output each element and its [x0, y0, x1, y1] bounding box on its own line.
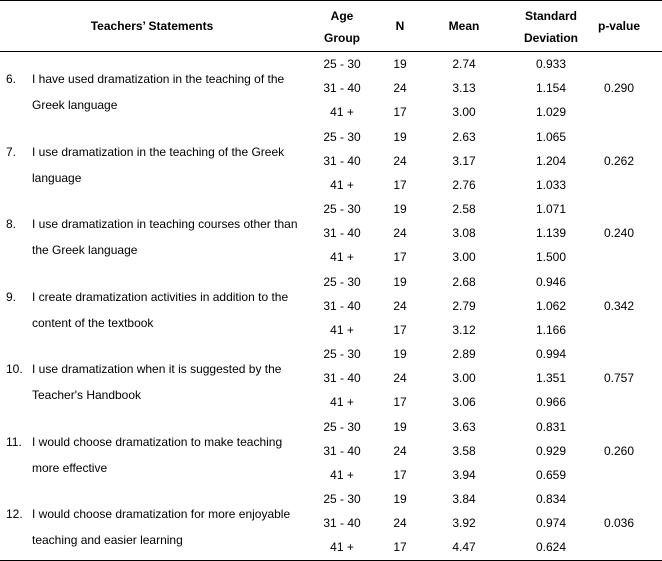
mean-cell: 3.63 [452, 419, 476, 434]
statement-text: I use dramatization when it is suggested by the Teacher's Handbook [32, 362, 282, 402]
age-group-cell: 25 - 30 [323, 492, 361, 506]
header-mean: Mean [448, 19, 480, 33]
n-cell: 19 [393, 202, 407, 216]
n-cell: 17 [393, 467, 407, 482]
table-row [0, 318, 662, 342]
statement-number: 6. [6, 72, 17, 86]
mean-cell: 3.84 [452, 492, 476, 506]
statement-text: I have used dramatization in the teaching of the Greek language [32, 72, 285, 112]
statement-group [0, 52, 662, 125]
mean-cell: 2.79 [452, 298, 476, 313]
sd-cell: 1.154 [535, 81, 567, 95]
statement-number: 7. [6, 144, 17, 159]
statement-text: I would choose dramatization for more enjoyable teaching and easier learning [32, 507, 291, 547]
age-group-cell: 41 + [330, 322, 354, 337]
mean-cell: 3.00 [452, 105, 476, 119]
table-row [0, 270, 662, 294]
p-value-cell: 0.342 [603, 298, 635, 313]
sd-cell: 0.624 [535, 540, 567, 554]
sd-cell: 0.966 [535, 395, 567, 409]
header-p-value: p-value [597, 19, 640, 33]
p-value-cell: 0.757 [603, 371, 635, 385]
sd-cell: 0.974 [535, 516, 567, 530]
sd-cell: 1.062 [535, 298, 567, 313]
sd-cell: 1.204 [535, 153, 567, 168]
table-row [0, 245, 662, 269]
n-cell: 24 [393, 371, 407, 385]
mean-cell: 3.58 [452, 443, 476, 458]
age-group-cell: 31 - 40 [323, 443, 361, 458]
table-row [0, 76, 662, 100]
sd-cell: 0.831 [535, 419, 567, 434]
table-row [0, 463, 662, 487]
sd-cell: 1.139 [535, 226, 567, 240]
statement-number: 8. [6, 217, 17, 231]
age-group-cell: 25 - 30 [323, 57, 361, 71]
table-row [0, 535, 662, 559]
age-group-cell: 31 - 40 [323, 153, 361, 168]
age-group-cell: 25 - 30 [323, 129, 361, 144]
sd-cell: 1.065 [535, 129, 567, 144]
age-group-cell: 25 - 30 [323, 419, 361, 434]
n-cell: 19 [393, 129, 407, 144]
n-cell: 24 [393, 81, 407, 95]
header-standard-deviation: Standard Deviation [523, 9, 578, 45]
p-value-cell: 0.240 [603, 226, 635, 240]
statement-text: I would choose dramatization to make teaching more effective [32, 434, 283, 475]
age-group-cell: 41 + [330, 467, 354, 482]
statement-number: 10. [6, 362, 23, 376]
table-row [0, 390, 662, 414]
table-row [0, 197, 662, 221]
statement-group [0, 415, 662, 488]
p-value-cell: 0.260 [603, 443, 635, 458]
table-row [0, 125, 662, 149]
statement-group [0, 197, 662, 270]
statement-group [0, 270, 662, 343]
table-row [0, 487, 662, 511]
mean-cell: 3.00 [452, 371, 476, 385]
sd-cell: 0.933 [535, 57, 567, 71]
table-row [0, 366, 662, 390]
mean-cell: 3.94 [452, 467, 476, 482]
mean-cell: 2.76 [452, 177, 476, 192]
n-cell: 24 [393, 516, 407, 530]
mean-cell: 3.06 [452, 395, 476, 409]
mean-cell: 2.68 [452, 274, 476, 289]
sd-cell: 1.033 [535, 177, 567, 192]
table-row [0, 173, 662, 197]
table-row [0, 294, 662, 318]
sd-cell: 1.029 [535, 105, 567, 119]
sd-cell: 0.834 [535, 492, 567, 506]
table-row [0, 415, 662, 439]
n-cell: 19 [393, 347, 407, 361]
statement-group [0, 125, 662, 198]
mean-cell: 3.00 [452, 250, 476, 264]
p-value-cell: 0.036 [603, 516, 635, 530]
age-group-cell: 25 - 30 [323, 202, 361, 216]
table-header [0, 0, 662, 52]
mean-cell: 3.13 [452, 81, 476, 95]
age-group-cell: 41 + [330, 177, 354, 192]
table-row [0, 511, 662, 535]
mean-cell: 2.63 [452, 129, 476, 144]
n-cell: 19 [393, 274, 407, 289]
age-group-cell: 31 - 40 [323, 226, 361, 240]
header-statements: Teachers’ Statements [90, 19, 214, 33]
table-row [0, 52, 662, 76]
sd-cell: 1.351 [535, 371, 567, 385]
age-group-cell: 41 + [330, 105, 354, 119]
age-group-cell: 31 - 40 [323, 516, 361, 530]
mean-cell: 2.74 [452, 57, 476, 71]
age-group-cell: 31 - 40 [323, 81, 361, 95]
table-row [0, 439, 662, 463]
mean-cell: 3.17 [452, 153, 476, 168]
sd-cell: 0.946 [535, 274, 567, 289]
statement-group [0, 342, 662, 415]
n-cell: 24 [393, 226, 407, 240]
sd-cell: 0.929 [535, 443, 567, 458]
n-cell: 17 [393, 177, 407, 192]
n-cell: 24 [393, 443, 407, 458]
age-group-cell: 41 + [330, 250, 354, 264]
age-group-cell: 31 - 40 [323, 298, 361, 313]
mean-cell: 3.92 [452, 516, 476, 530]
mean-cell: 2.58 [452, 202, 476, 216]
statement-number: 9. [6, 289, 17, 304]
mean-cell: 4.47 [452, 540, 476, 554]
statement-text: I use dramatization in the teaching of the Greek language [32, 144, 285, 185]
sd-cell: 0.994 [535, 347, 567, 361]
statement-text: I use dramatization in teaching courses other than the Greek language [32, 217, 298, 257]
age-group-cell: 25 - 30 [323, 274, 361, 289]
age-group-cell: 41 + [330, 540, 354, 554]
table-row [0, 149, 662, 173]
p-value-cell: 0.262 [603, 153, 635, 168]
table-row [0, 221, 662, 245]
header-age-group: Age Group [324, 9, 360, 45]
n-cell: 17 [393, 250, 407, 264]
n-cell: 19 [393, 419, 407, 434]
header-n: N [395, 19, 405, 33]
n-cell: 24 [393, 298, 407, 313]
statement-number: 11. [6, 434, 22, 449]
sd-cell: 1.166 [535, 322, 567, 337]
n-cell: 17 [393, 105, 407, 119]
n-cell: 17 [393, 395, 407, 409]
table-body [0, 52, 662, 561]
mean-cell: 3.08 [452, 226, 476, 240]
table-row [0, 342, 662, 366]
n-cell: 19 [393, 57, 407, 71]
n-cell: 24 [393, 153, 407, 168]
age-group-cell: 41 + [330, 395, 354, 409]
sd-cell: 0.659 [535, 467, 567, 482]
n-cell: 19 [393, 492, 407, 506]
age-group-cell: 31 - 40 [323, 371, 361, 385]
mean-cell: 3.12 [452, 322, 476, 337]
n-cell: 17 [393, 322, 407, 337]
table-row [0, 100, 662, 124]
statement-group [0, 487, 662, 561]
statement-text: I create dramatization activities in addition to the content of the textbook [32, 289, 289, 330]
n-cell: 17 [393, 540, 407, 554]
p-value-cell: 0.290 [603, 81, 635, 95]
sd-cell: 1.500 [535, 250, 567, 264]
statement-number: 12. [6, 507, 23, 521]
age-group-cell: 25 - 30 [323, 347, 361, 361]
mean-cell: 2.89 [452, 347, 476, 361]
sd-cell: 1.071 [535, 202, 567, 216]
